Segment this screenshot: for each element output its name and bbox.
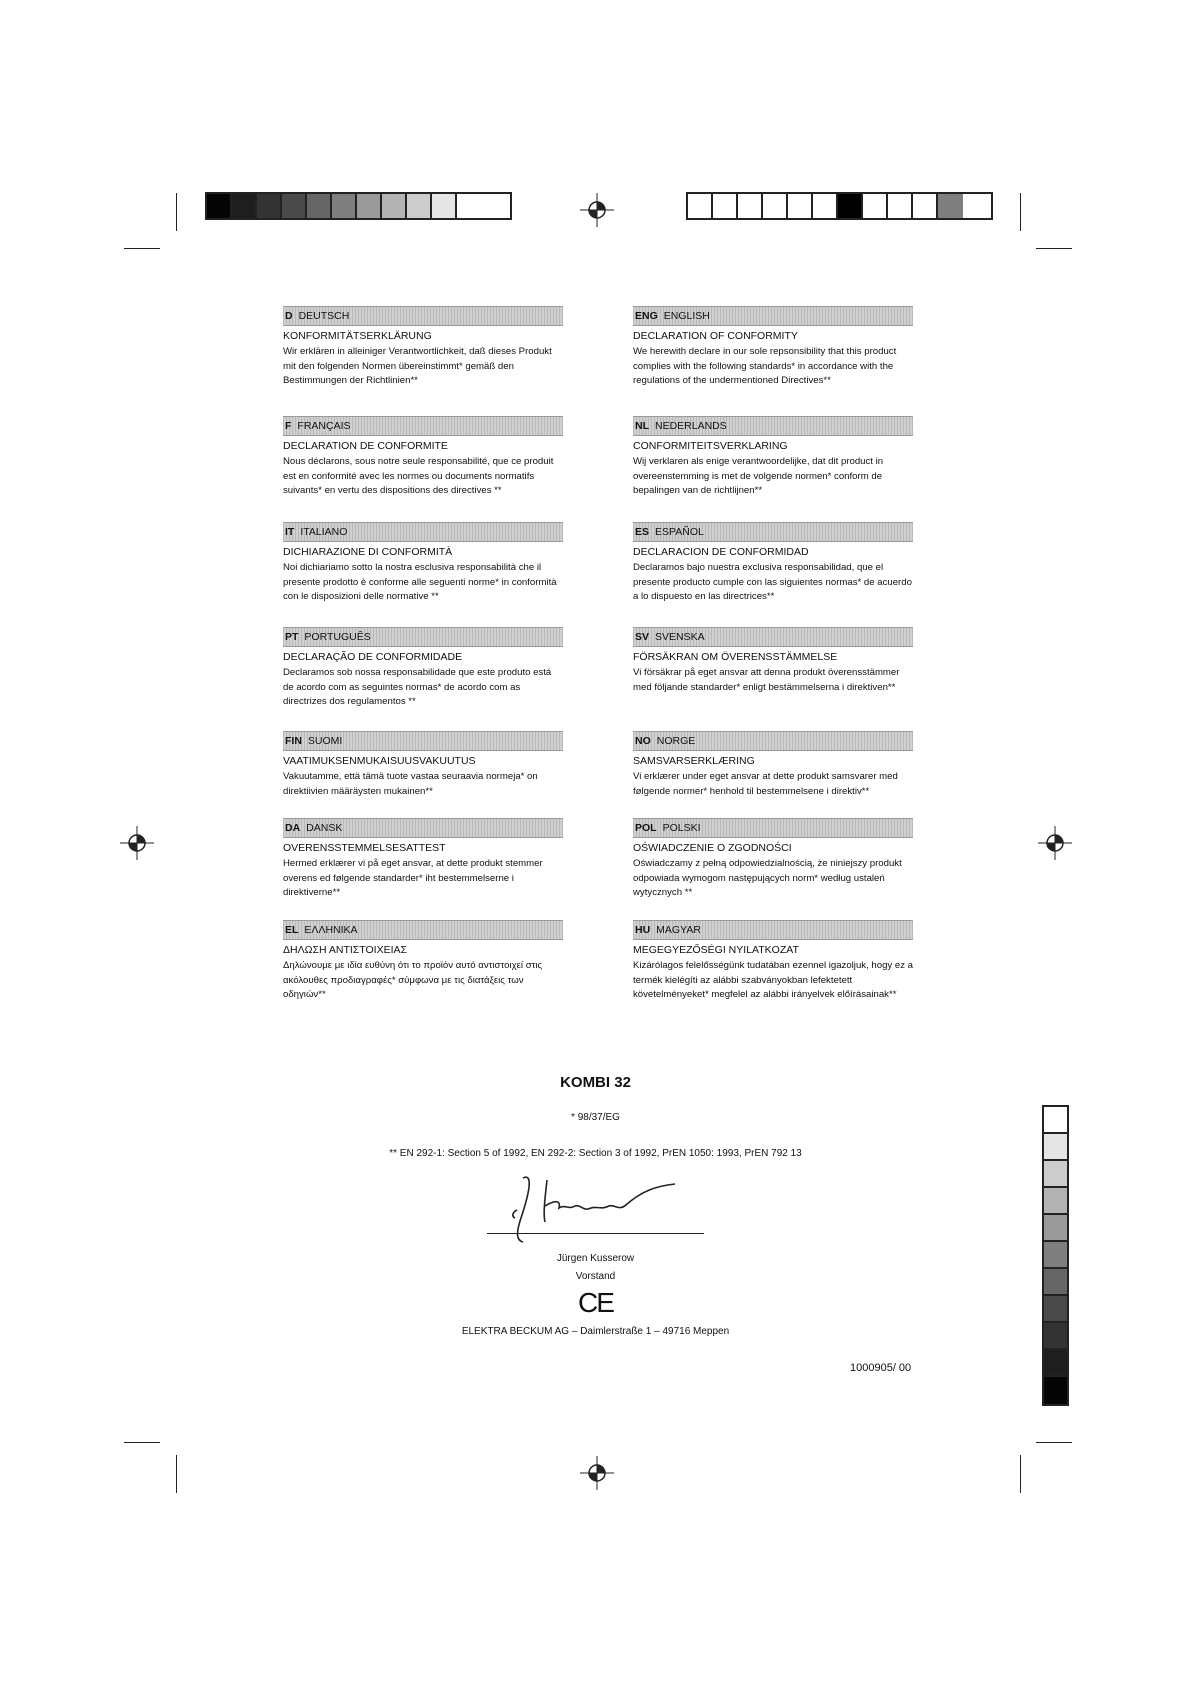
declaration-text: Wij verklaren als enige verantwoordelijke, dat dit product in overeenstemming is met de volgende normen* conform de bepalingen van de richtlijnen**: [633, 456, 884, 496]
color-swatch: [257, 194, 282, 218]
language-code: D: [285, 310, 293, 322]
color-swatch: [457, 194, 482, 218]
registration-mark-icon: [580, 1456, 614, 1490]
language-name: NEDERLANDS: [655, 420, 727, 432]
declaration-title: OŚWIADCZENIE O ZGODNOŚCI: [633, 842, 792, 854]
declaration-title: KONFORMITÄTSERKLÄRUNG: [283, 330, 432, 342]
language-bar: [633, 920, 913, 940]
color-swatch: [938, 194, 963, 218]
color-swatch: [738, 194, 763, 218]
signer-role: Vorstand: [575, 1271, 616, 1282]
color-swatch: [838, 194, 863, 218]
declaration-el: [283, 920, 563, 1003]
crop-mark: [1020, 1455, 1021, 1493]
color-swatch: [688, 194, 713, 218]
declaration-text: Δηλώνουμε με ιδία ευθύνη ότι το προϊόν αυτό αντιστοιχεί στις ακόλουθες προδιαγραφές* σύμφωνα με τις διατάξεις των οδηγιών**: [283, 960, 543, 1000]
color-swatch: [888, 194, 913, 218]
language-name: FRANÇAIS: [297, 420, 351, 432]
handwritten-signature: [505, 1170, 685, 1250]
color-swatch: [307, 194, 332, 218]
language-code: DA: [285, 822, 301, 834]
crop-mark: [176, 193, 177, 231]
language-bar: [283, 416, 563, 436]
signature-line: [487, 1233, 704, 1234]
language-bar: [283, 627, 563, 647]
language-bar: [283, 920, 563, 940]
color-swatch: [863, 194, 888, 218]
signer-name: Jürgen Kusserow: [556, 1253, 635, 1264]
declaration-title: DECLARACION DE CONFORMIDAD: [633, 546, 809, 558]
language-code: NO: [635, 735, 651, 747]
color-swatch: [282, 194, 307, 218]
language-code: POL: [635, 822, 657, 834]
color-swatch: [913, 194, 938, 218]
ce-mark: CE: [578, 1287, 613, 1318]
declaration-text: Vi försäkrar på eget ansvar att denna produkt överensstämmer med följande standarder* enligt bestämmelserna i direktiven**: [633, 667, 900, 693]
declaration-pt: [283, 627, 563, 710]
language-code: SV: [635, 631, 650, 643]
declaration-de: [283, 306, 563, 389]
language-name: NORGE: [656, 735, 696, 747]
color-swatch: [382, 194, 407, 218]
color-swatch: [1044, 1188, 1067, 1215]
language-name: ITALIANO: [300, 526, 348, 538]
language-code: IT: [285, 526, 295, 538]
crop-mark: [1036, 1442, 1072, 1443]
language-name: POLSKI: [662, 822, 701, 834]
declaration-text: Oświadczamy z pełną odpowiedzialnością, że niniejszy produkt odpowiada wymogom następujących norm* według ustaleń wytycznych **: [633, 858, 902, 898]
language-bar: [633, 522, 913, 542]
declaration-text: We herewith declare in our sole repsonsibility that this product complies with the following standards* in accordance with the regulations of the undermentioned Directives**: [633, 346, 897, 386]
color-swatch: [1044, 1377, 1067, 1404]
language-bar: [633, 416, 913, 436]
declaration-eng: [633, 306, 913, 389]
document-number: 1000905/ 00: [850, 1362, 912, 1374]
declaration-text: Nous déclarons, sous notre seule responsabilité, que ce produit est en conformité avec les normes ou documents normatifs suivants* en vertu des dispositions des directives **: [283, 456, 554, 496]
declaration-text: Vi erklærer under eget ansvar at dette produkt samsvarer med følgende normer* henhold til bestemmelsene i direktiv**: [633, 771, 898, 797]
company-address: ELEKTRA BECKUM AG – Daimlerstraße 1 – 49716 Meppen: [461, 1326, 730, 1337]
declaration-title: DECLARATION OF CONFORMITY: [633, 330, 798, 342]
declaration-text: Noi dichiariamo sotto la nostra esclusiva responsabilità che il presente prodotto è conforme alle seguenti norme* in conformità con le disposizioni delle normative **: [283, 562, 557, 602]
declaration-fin: [283, 731, 563, 799]
language-name: SVENSKA: [655, 631, 705, 643]
crop-mark: [124, 248, 160, 249]
declaration-no: [633, 731, 913, 799]
language-bar: [633, 731, 913, 751]
registration-mark-icon: [580, 193, 614, 227]
crop-mark: [1020, 193, 1021, 231]
declaration-es: [633, 522, 913, 605]
declaration-text: Wir erklären in alleiniger Verantwortlichkeit, daß dieses Produkt mit den folgenden Normen übereinstimmt* gemäß den Bestimmungen der Richtlinien**: [283, 346, 552, 386]
language-bar: [283, 306, 563, 326]
color-swatch: [357, 194, 382, 218]
language-name: DEUTSCH: [298, 310, 350, 322]
language-code: PT: [285, 631, 299, 643]
color-swatch: [332, 194, 357, 218]
color-swatch: [788, 194, 813, 218]
color-swatch: [407, 194, 432, 218]
declaration-fr: [283, 416, 563, 499]
declaration-title: MEGEGYEZŐSÉGI NYILATKOZAT: [633, 944, 799, 956]
declaration-it: [283, 522, 563, 605]
language-name: DANSK: [306, 822, 343, 834]
registration-mark-icon: [120, 826, 154, 860]
declaration-title: FÖRSÄKRAN OM ÖVERENSSTÄMMELSE: [633, 651, 838, 663]
grayscale-strip-top-right: [686, 192, 993, 220]
declaration-text: Vakuutamme, että tämä tuote vastaa seuraavia normeja* on direktiivien määräysten mukainen**: [283, 771, 538, 797]
registration-mark-icon: [1038, 826, 1072, 860]
declaration-title: CONFORMITEITSVERKLARING: [633, 440, 788, 452]
declaration-title: SAMSVARSERKLÆRING: [633, 755, 755, 767]
language-name: ENGLISH: [663, 310, 710, 322]
color-swatch: [763, 194, 788, 218]
product-name: KOMBI 32: [560, 1074, 631, 1091]
declaration-title: ΔΗΛΩΣΗ ΑΝΤΙΣΤΟΙΧΕΙΑΣ: [283, 944, 408, 956]
declaration-text: Declaramos sob nossa responsabilidade que este produto está de acordo com as seguintes normas* de acordo com as directrizes dos regulamentos **: [283, 667, 552, 707]
language-code: F: [285, 420, 292, 432]
color-swatch: [813, 194, 838, 218]
crop-mark: [1036, 248, 1072, 249]
language-name: ΕΛΛΗΝΙΚΑ: [304, 924, 358, 936]
declaration-sv: [633, 627, 913, 695]
color-swatch: [232, 194, 257, 218]
color-swatch: [1044, 1350, 1067, 1377]
language-code: ENG: [635, 310, 658, 322]
declaration-da: [283, 818, 563, 901]
language-name: SUOMI: [307, 735, 343, 747]
language-code: HU: [635, 924, 651, 936]
language-code: ES: [635, 526, 650, 538]
language-name: MAGYAR: [656, 924, 701, 936]
declaration-nl: [633, 416, 913, 499]
color-swatch: [1044, 1161, 1067, 1188]
language-name: ESPAÑOL: [655, 526, 704, 538]
standards-reference: ** EN 292-1: Section 5 of 1992, EN 292-2: Section 3 of 1992, PrEN 1050: 1993, PrEN 792 13: [389, 1148, 802, 1159]
language-bar: [283, 818, 563, 838]
declaration-text: Declaramos bajo nuestra exclusiva responsabilidad, que el presente producto cumple con las siguientes normas* de acuerdo a lo dispuesto en las directrices**: [633, 562, 912, 602]
declaration-hu: [633, 920, 913, 1003]
declaration-title: VAATIMUKSENMUKAISUUSVAKUUTUS: [283, 755, 476, 767]
declaration-text: Kizárólagos felelősségünk tudatában ezennel igazoljuk, hogy ez a termék kielégíti az alábbi szabványokban lefektetett követelményeket* megfelel az alábbi irányelvek előírásainak**: [633, 960, 914, 1000]
language-code: NL: [635, 420, 649, 432]
color-swatch: [1044, 1215, 1067, 1242]
crop-mark: [176, 1455, 177, 1493]
declaration-text: Hermed erklærer vi på eget ansvar, at dette produkt stemmer overens ed følgende standarder* iht bestemmelserne i direktiverne**: [283, 858, 543, 898]
color-swatch: [432, 194, 457, 218]
grayscale-strip-top-left: [205, 192, 512, 220]
language-name: PORTUGUÊS: [304, 631, 371, 643]
declaration-title: OVERENSSTEMMELSESATTEST: [283, 842, 446, 854]
declaration-title: DECLARAÇÃO DE CONFORMIDADE: [283, 651, 463, 663]
language-code: EL: [285, 924, 299, 936]
declaration-title: DECLARATION DE CONFORMITE: [283, 440, 448, 452]
language-bar: [283, 522, 563, 542]
language-bar: [633, 818, 913, 838]
declaration-title: DICHIARAZIONE DI CONFORMITÀ: [283, 546, 453, 558]
color-swatch: [207, 194, 232, 218]
color-swatch: [713, 194, 738, 218]
language-code: FIN: [285, 735, 302, 747]
crop-mark: [124, 1442, 160, 1443]
language-bar: [283, 731, 563, 751]
language-bar: [633, 306, 913, 326]
declaration-pol: [633, 818, 913, 901]
language-bar: [633, 627, 913, 647]
directive-reference: * 98/37/EG: [571, 1112, 620, 1123]
